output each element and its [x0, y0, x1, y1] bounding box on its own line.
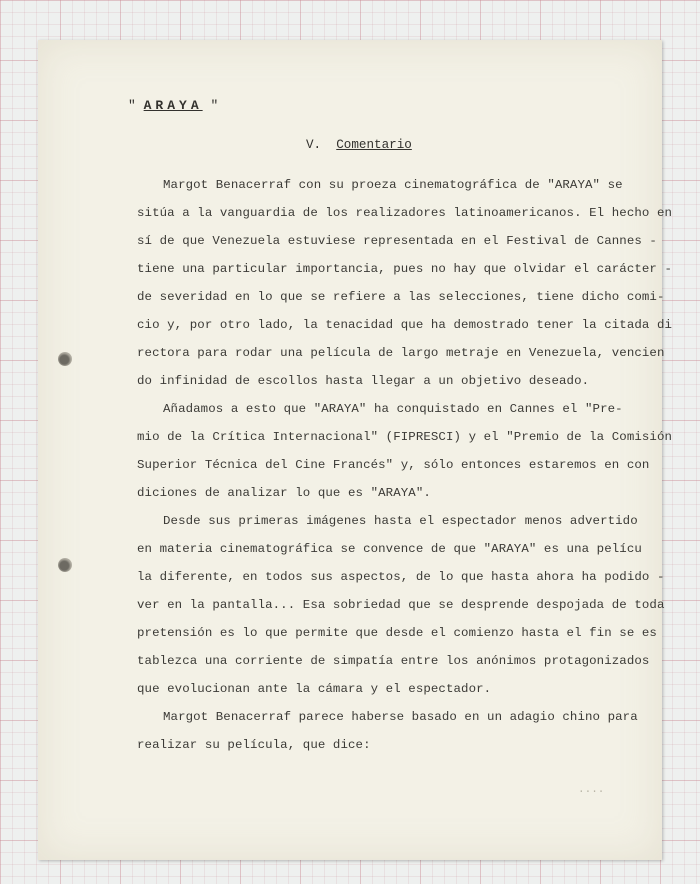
body-line: tablezca una corriente de simpatía entre los anónimos protagonizados [137, 654, 650, 668]
body-line: do infinidad de escollos hasta llegar a un objetivo deseado. [137, 374, 590, 388]
body-line: mio de la Crítica Internacional" (FIPRESCI) y el "Premio de la Comisión [137, 430, 673, 444]
punch-hole [58, 558, 72, 572]
body-line: sí de que Venezuela estuviese representada en el Festival de Cannes - [137, 234, 657, 248]
title-text: ARAYA [143, 98, 203, 113]
body-line: realizar su película, que dice: [137, 738, 371, 752]
body-line: Desde sus primeras imágenes hasta el espectador menos advertido [163, 514, 638, 528]
body-line: cio y, por otro lado, la tenacidad que ha demostrado tener la citada di [137, 318, 673, 332]
title-close-quote: " [210, 98, 219, 113]
body-line: Margot Benacerraf con su proeza cinematográfica de "ARAYA" se [163, 178, 623, 192]
document-page [38, 40, 673, 860]
body-line: pretensión es lo que permite que desde el comienzo hasta el fin se es [137, 626, 657, 640]
body-line: diciones de analizar lo que es "ARAYA". [137, 486, 431, 500]
punch-hole [58, 352, 72, 366]
title-open-quote: " [128, 98, 136, 113]
section-title: Comentario [336, 138, 412, 152]
section-heading [306, 138, 412, 152]
body-line: en materia cinematográfica se convence de que "ARAYA" es una pelícu [137, 542, 642, 556]
section-number: V. [306, 138, 322, 152]
body-line: de severidad en lo que se refiere a las selecciones, tiene dicho comi- [137, 290, 665, 304]
page-mark: .... [578, 784, 605, 796]
body-line: la diferente, en todos sus aspectos, de lo que hasta ahora ha podido - [137, 570, 665, 584]
body-line: ver en la pantalla... Esa sobriedad que se desprende despojada de toda [137, 598, 665, 612]
body-line: Añadamos a esto que "ARAYA" ha conquistado en Cannes el "Pre- [163, 402, 623, 416]
document-title [128, 98, 218, 113]
body-line: Margot Benacerraf parece haberse basado en un adagio chino para [163, 710, 638, 724]
body-line: Superior Técnica del Cine Francés" y, sólo entonces estaremos en con [137, 458, 650, 472]
body-line: tiene una particular importancia, pues no hay que olvidar el carácter - [137, 262, 673, 276]
body-line: rectora para rodar una película de largo metraje en Venezuela, vencien [137, 346, 665, 360]
body-line: que evolucionan ante la cámara y el espectador. [137, 682, 492, 696]
body-line: sitúa a la vanguardia de los realizadores latinoamericanos. El hecho en [137, 206, 673, 220]
